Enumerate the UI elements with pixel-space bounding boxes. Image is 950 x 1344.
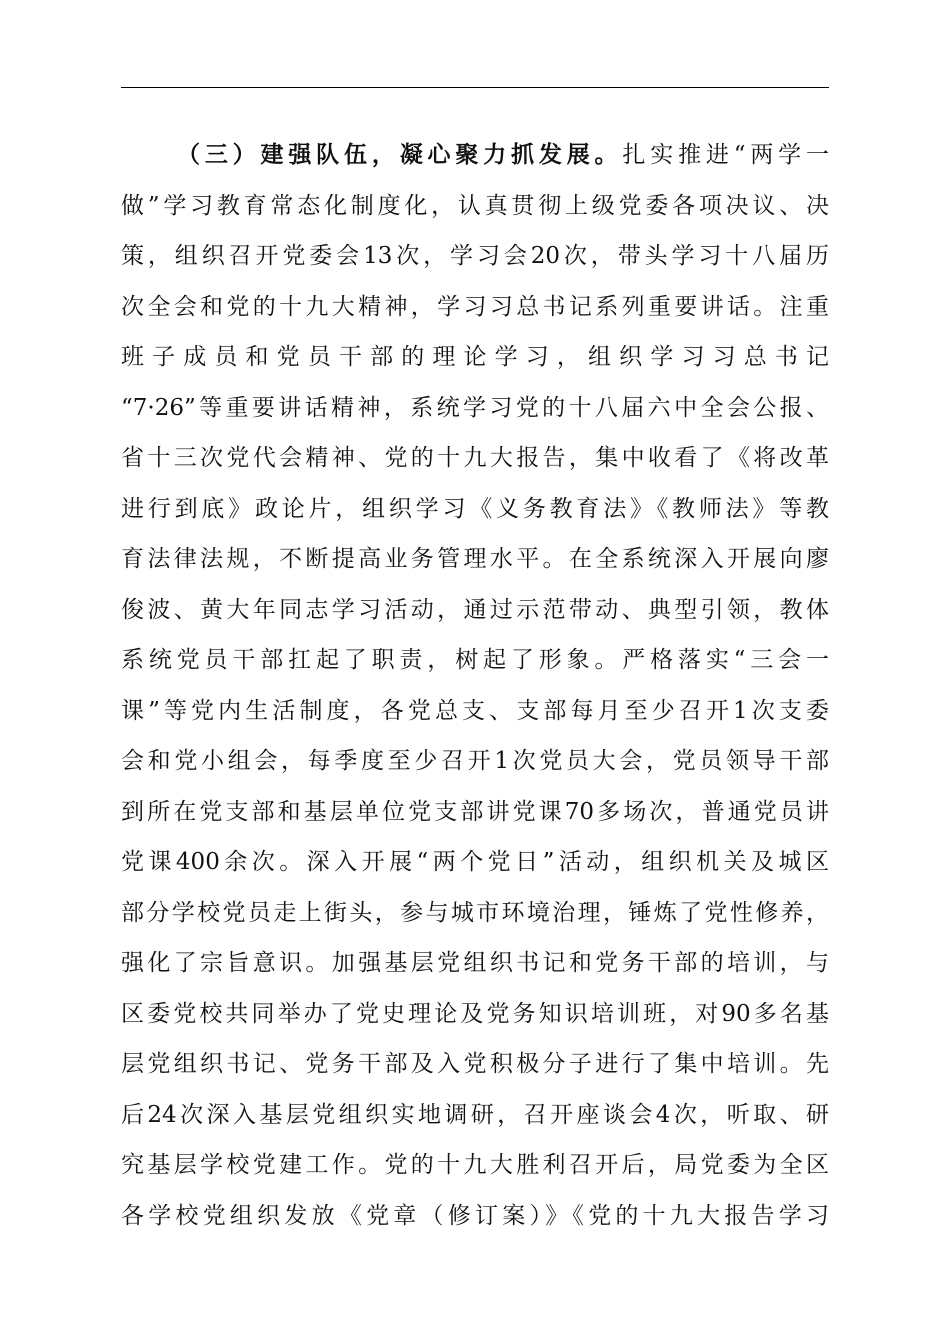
body-paragraph <box>121 130 829 1241</box>
paragraph-line: 部分学校党员走上街头，参与城市环境治理，锤炼了党性修养， <box>121 899 829 926</box>
section-heading: （三）建强队伍，凝心聚力抓发展。 <box>177 142 623 168</box>
paragraph-line: 到所在党支部和基层单位党支部讲党课70多场次，普通党员讲 <box>121 798 829 825</box>
paragraph-line: 俊波、黄大年同志学习活动，通过示范带动、典型引领，教体 <box>121 596 829 623</box>
paragraph-line: 策，组织召开党委会13次，学习会20次，带头学习十八届历 <box>121 243 829 269</box>
paragraph-line-text: 扎实推进“两学一 <box>622 142 830 168</box>
header-rule <box>121 87 829 88</box>
paragraph-line: 育法律法规，不断提高业务管理水平。在全系统深入开展向廖 <box>121 546 829 572</box>
paragraph-line: 会和党小组会，每季度至少召开1次党员大会，党员领导干部 <box>121 748 829 774</box>
paragraph-line: 强化了宗旨意识。加强基层党组织书记和党务干部的培训，与 <box>121 950 829 976</box>
paragraph-line: 课”等党内生活制度，各党总支、支部每月至少召开1次支委 <box>121 697 829 724</box>
paragraph-line: 系统党员干部扛起了职责，树起了形象。严格落实“三会一 <box>121 647 829 673</box>
paragraph-line: 党课400余次。深入开展“两个党日”活动，组织机关及城区 <box>121 849 829 875</box>
paragraph-line: 次全会和党的十九大精神，学习习总书记系列重要讲话。注重 <box>121 293 829 320</box>
paragraph-line <box>121 130 829 181</box>
paragraph-line: 省十三次党代会精神、党的十九大报告，集中收看了《将改革 <box>121 445 829 471</box>
paragraph-line: 各学校党组织发放《党章（修订案）》《党的十九大报告学习 <box>121 1202 829 1229</box>
paragraph-line: “7·26”等重要讲话精神，系统学习党的十八届六中全会公报、 <box>121 394 829 421</box>
paragraph-line: 做”学习教育常态化制度化，认真贯彻上级党委各项决议、决 <box>121 192 829 219</box>
paragraph-line: 区委党校共同举办了党史理论及党务知识培训班，对90多名基 <box>121 1000 829 1027</box>
paragraph-line: 后24次深入基层党组织实地调研，召开座谈会4次，听取、研 <box>121 1101 829 1128</box>
paragraph-line: 层党组织书记、党务干部及入党积极分子进行了集中培训。先 <box>121 1051 829 1077</box>
paragraph-line: 究基层学校党建工作。党的十九大胜利召开后，局党委为全区 <box>121 1152 829 1178</box>
paragraph-line: 班子成员和党员干部的理论学习，组织学习习总书记 <box>121 344 829 370</box>
paragraph-line: 进行到底》政论片，组织学习《义务教育法》《教师法》等教 <box>121 495 829 522</box>
